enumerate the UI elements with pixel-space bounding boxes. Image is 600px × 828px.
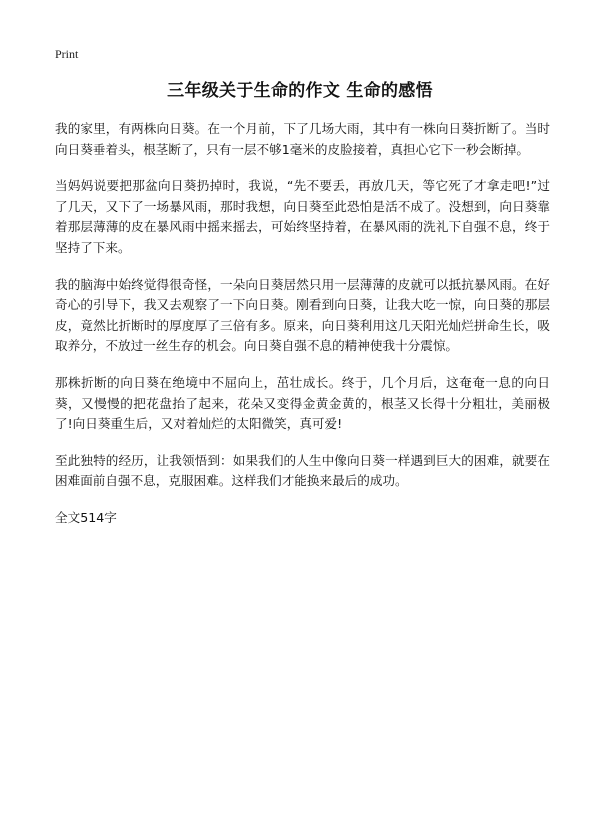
paragraph-3: 我的脑海中始终觉得很奇怪，一朵向日葵居然只用一层薄薄的皮就可以抵抗暴风雨。在好奇心的引导下，我又去观察了一下向日葵。刚看到向日葵，让我大吃一惊，向日葵的那层皮，竟然比折断时的厚度厚了三倍有多。原来，向日葵利用这几天阳光灿烂拼命生长，吸取养分，不放过一丝生存的机会。向日葵自强不息的精神使我十分震惊。 [55, 276, 550, 354]
paragraph-4: 那株折断的向日葵在绝境中不屈向上，茁壮成长。终于，几个月后，这奄奄一息的向日葵，又慢慢的把花盘抬了起来，花朵又变得金黄金黄的，根茎又长得十分粗壮，美丽极了!向日葵重生后，又对着灿烂的太阳微笑，真可爱! [55, 374, 550, 432]
word-count: 全文514字 [55, 509, 117, 525]
paragraph-2: 当妈妈说要把那盆向日葵扔掉时，我说，“先不要丢，再放几天，等它死了才拿走吧!”过了几天，又下了一场暴风雨，那时我想，向日葵至此恐怕是活不成了。没想到，向日葵靠着那层薄薄的皮在暴风雨中摇来摇去，可始终坚持着，在暴风雨的洗礼下自强不息，终于坚持了下来。 [55, 178, 550, 255]
paragraph-5: 至此独特的经历，让我领悟到：如果我们的人生中像向日葵一样遇到巨大的困难，就要在困难面前自强不息，克服困难。这样我们才能换来最后的成功。 [55, 452, 550, 489]
print-link[interactable]: Print [55, 47, 79, 61]
paragraph-1: 我的家里，有两株向日葵。在一个月前，下了几场大雨，其中有一株向日葵折断了。当时向日葵垂着头，根茎断了，只有一层不够1毫米的皮脸接着，真担心它下一秒会断掉。 [55, 121, 550, 157]
article-body [55, 119, 550, 528]
page-title: 三年级关于生命的作文 生命的感悟 [167, 81, 433, 101]
